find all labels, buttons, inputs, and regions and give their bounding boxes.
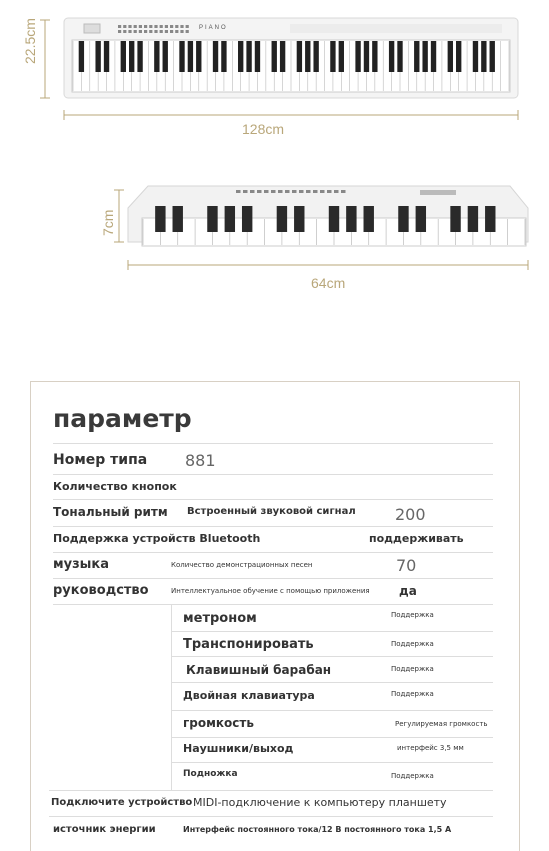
connect-label: Подключите устройство: [51, 797, 193, 808]
demo-songs-value: 70: [396, 556, 417, 575]
feature-pedal-name: Подножка: [183, 769, 238, 779]
music-label: музыка: [53, 557, 110, 572]
mini-height-label: 7cm: [100, 209, 116, 236]
bluetooth-label: Поддержка устройств Bluetooth: [53, 532, 261, 545]
bluetooth-value: поддерживать: [369, 532, 464, 545]
full-height-label: 22.5cm: [22, 18, 38, 64]
feature-pedal-value: Поддержка: [391, 772, 434, 780]
spec-title: параметр: [53, 404, 192, 433]
feature-drum-value: Поддержка: [391, 665, 434, 673]
power-label: источник энергии: [53, 824, 156, 835]
feature-transpose-value: Поддержка: [391, 640, 434, 648]
feature-drum-name: Клавишный барабан: [186, 663, 332, 677]
feature-metronome-name: метроном: [183, 611, 257, 626]
feature-volume-name: громкость: [183, 716, 254, 730]
spec-table: [30, 381, 520, 851]
tone-rhythm-sub: Встроенный звуковой сигнал: [187, 506, 356, 517]
feature-volume-value: Регулируемая громкость: [395, 720, 488, 728]
tone-rhythm-value: 200: [395, 505, 426, 524]
feature-metronome-value: Поддержка: [391, 611, 434, 619]
mini-piano-drawing: [0, 170, 549, 280]
full-piano-drawing: [0, 0, 549, 140]
feature-dual-keyboard-name: Двойная клавиатура: [183, 689, 315, 702]
key-count-label: Количество кнопок: [53, 480, 177, 493]
type-number-label: Номер типа: [53, 452, 148, 468]
piano-brand-label: PIANO: [199, 25, 228, 31]
app-learning-value: да: [399, 584, 417, 598]
tone-rhythm-label: Тональный ритм: [53, 505, 168, 519]
power-value: Интерфейс постоянного тока/12 В постоянного тока 1,5 А: [183, 825, 452, 834]
full-width-label: 128cm: [242, 121, 285, 137]
mini-width-label: 64cm: [311, 275, 346, 291]
feature-transpose-name: Транспонировать: [183, 637, 314, 652]
guide-label: руководство: [53, 583, 149, 598]
feature-headphones-value: интерфейс 3,5 мм: [397, 744, 464, 752]
type-number-value: 881: [185, 451, 216, 470]
demo-songs-sub: Количество демонстрационных песен: [171, 561, 313, 569]
feature-headphones-name: Наушники/выход: [183, 742, 294, 755]
connect-value: MIDI-подключение к компьютеру планшету: [193, 796, 447, 809]
app-learning-sub: Интеллектуальное обучение с помощью приложения: [171, 587, 370, 595]
feature-dual-keyboard-value: Поддержка: [391, 690, 434, 698]
